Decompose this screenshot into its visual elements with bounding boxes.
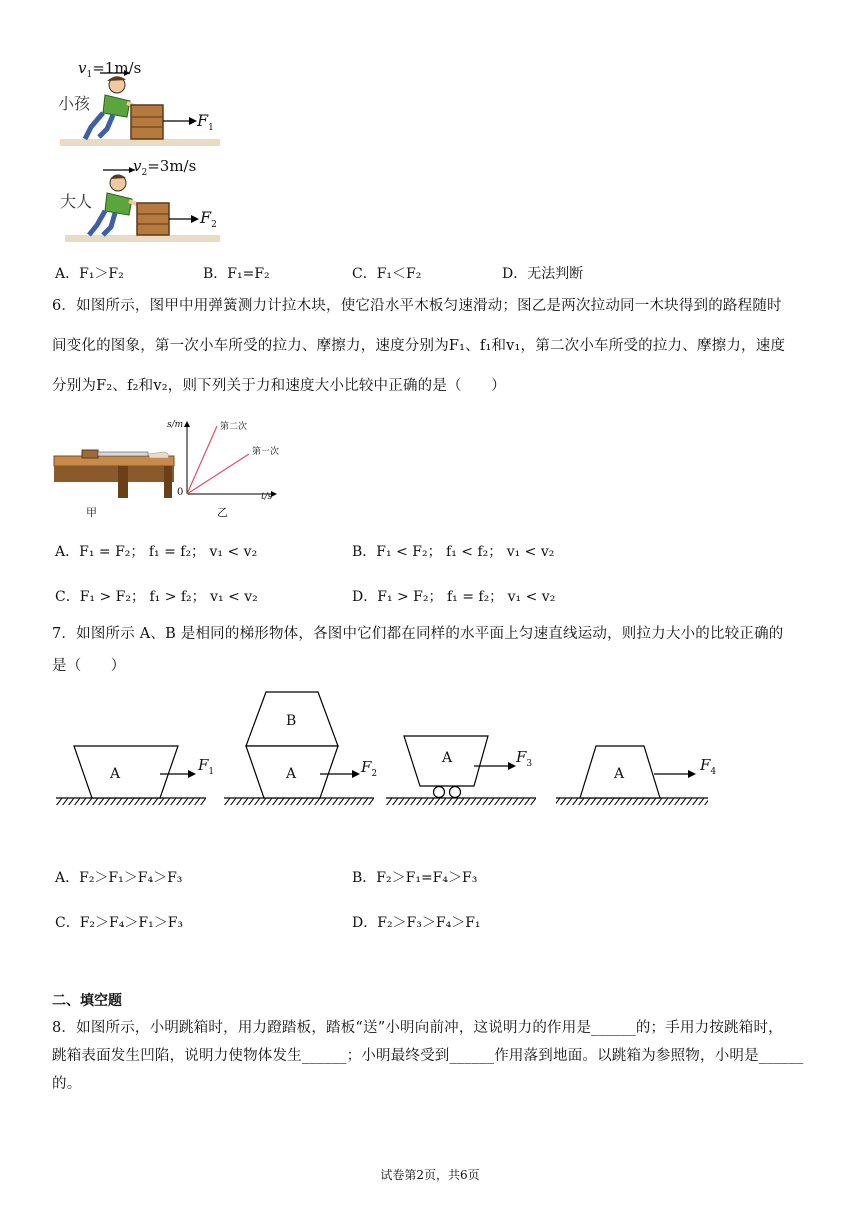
v2-symbol: v (133, 157, 142, 175)
page-footer: 试卷第2页，共6页 (380, 1168, 480, 1182)
f2-symbol: F (200, 208, 212, 227)
q7-option-a[interactable]: A．F₂＞F₁＞F₄＞F₃ (55, 870, 183, 886)
f1-subscript: 1 (208, 767, 215, 777)
scene1-block-label: A (110, 766, 121, 782)
q6-line-3: 分别为F₂、f₂和v₂，则下列关于力和速度大小比较中正确的是（ ） (52, 378, 506, 394)
v1-subscript: 1 (86, 70, 93, 80)
f4-subscript: 4 (710, 767, 717, 777)
q7-option-b[interactable]: B．F₂＞F₁=F₄＞F₃ (352, 870, 478, 886)
first-run-label: 第一次 (252, 447, 280, 457)
q6-line-1: 6．如图所示，图甲中用弹簧测力计拉木块，使它沿水平木板匀速滑动；图乙是两次拉动同一木块得到的路程随时 (52, 298, 782, 314)
q8-stem (52, 1014, 812, 1098)
f3-subscript: 3 (526, 759, 533, 769)
q7-stem (52, 620, 812, 680)
q7-figure (50, 686, 730, 816)
q5-option-c[interactable]: C．F₁＜F₂ (352, 266, 422, 282)
q6-option-a[interactable]: A．F₁ = F₂； f₁ = f₂； v₁ < v₂ (55, 544, 258, 560)
v2-subscript: 2 (141, 168, 148, 178)
q5-option-a[interactable]: A．F₁＞F₂ (55, 266, 124, 282)
f1-symbol: F (198, 756, 209, 774)
graph-x-label: t/s (261, 492, 273, 502)
scene3-block-label: A (442, 750, 453, 766)
q7-line-2: 是（ ） (52, 658, 126, 674)
q5-option-d[interactable]: D．无法判断 (502, 266, 584, 282)
v2-value: =3m/s (147, 157, 197, 175)
f4-symbol: F (700, 756, 711, 774)
q8-line-2: 跳箱表面发生凹陷，说明力使物体发生______；小明最终受到______作用落到地面。以跳箱为参照物，小明是______ (52, 1048, 804, 1064)
q7-line-1: 7．如图所示 A、B 是相同的梯形物体，各图中它们都在同样的水平面上匀速直线运动，则拉力大小的比较正确的 (52, 626, 784, 642)
q6-option-c[interactable]: C．F₁ > F₂； f₁ > f₂； v₁ < v₂ (55, 589, 258, 605)
scene4-block-label: A (614, 766, 625, 782)
graph-origin: 0 (177, 487, 184, 498)
f2-symbol: F (361, 758, 372, 776)
q6-figure-jia (52, 440, 182, 520)
q5-option-b[interactable]: B．F₁=F₂ (203, 266, 270, 282)
q8-line-3: 的。 (52, 1076, 82, 1092)
q6-option-b[interactable]: B．F₁ < F₂； f₁ < f₂； v₁ < v₂ (352, 544, 555, 560)
q6-figure-yi (165, 418, 285, 518)
block-a-inverted (74, 746, 178, 798)
f1-subscript: 1 (208, 123, 214, 134)
wheel-right (450, 787, 461, 798)
second-run-label: 第二次 (220, 422, 248, 432)
f3-symbol: F (516, 748, 527, 766)
q8-line-1: 8．如图所示，小明跳箱时，用力蹬踏板，踏板“送”小明向前冲，这说明力的作用是______的；手用力按跳箱时， (52, 1020, 783, 1036)
section-title: 二、填空题 (52, 993, 122, 1009)
q5-figure (55, 55, 295, 250)
q6-stem (52, 292, 812, 400)
q6-option-d[interactable]: D．F₁ > F₂； f₁ = f₂； v₁ < v₂ (352, 589, 556, 605)
q7-option-d[interactable]: D．F₂＞F₃＞F₄＞F₁ (352, 915, 481, 931)
adult-label: 大人 (60, 192, 93, 211)
q6-line-2: 间变化的图象，第一次小车所受的拉力、摩擦力，速度分别为F₁、f₁和v₁，第二次小车所受的拉力、摩擦力，速度 (52, 338, 786, 354)
f2-subscript: 2 (211, 220, 217, 231)
q7-option-c[interactable]: C．F₂＞F₄＞F₁＞F₃ (55, 915, 184, 931)
f2-subscript: 2 (371, 769, 378, 779)
wheel-left (434, 787, 445, 798)
v1-symbol: v (78, 59, 87, 77)
fig-jia-label: 甲 (86, 506, 97, 519)
f1-symbol: F (197, 111, 209, 130)
fig-yi-label: 乙 (217, 506, 228, 519)
child-label: 小孩 (58, 94, 91, 113)
scene2-block-a-label: A (286, 766, 297, 782)
scene2-block-b-label: B (286, 713, 297, 729)
v1-value: =1m/s (92, 59, 142, 77)
graph-y-label: s/m (167, 420, 184, 430)
